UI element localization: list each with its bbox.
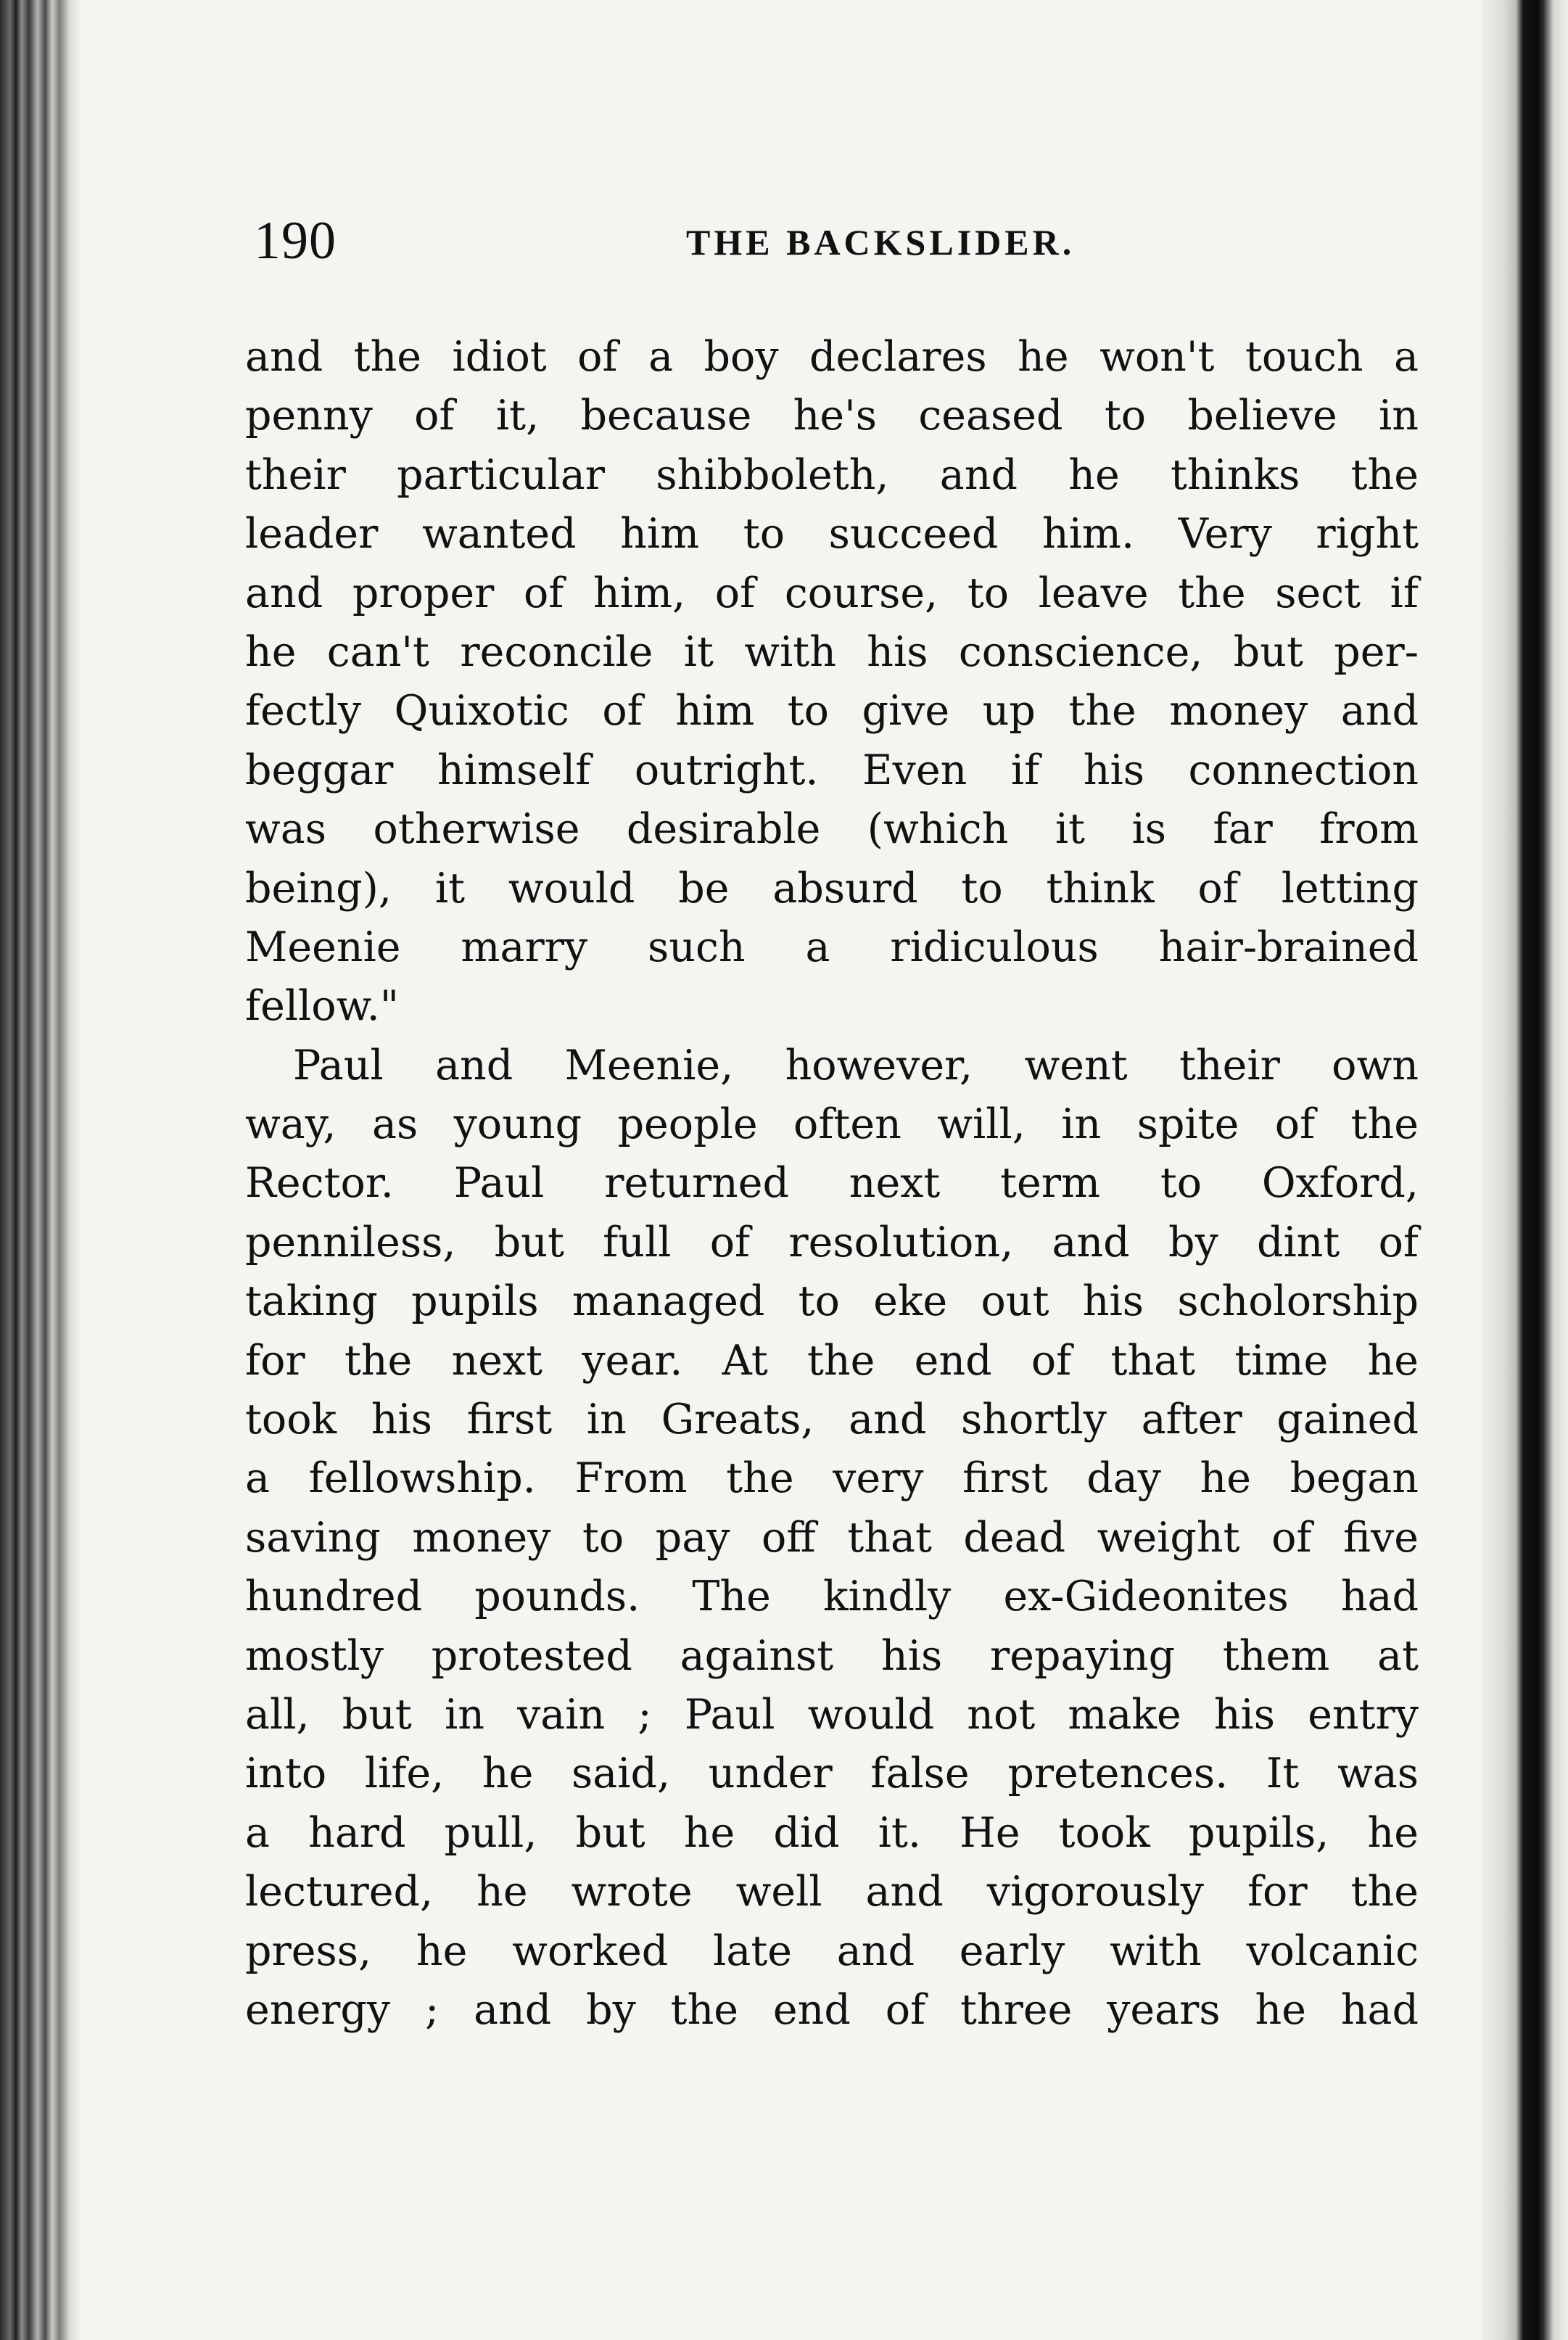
- text-line: their particular shibboleth, and he thinks the: [245, 450, 1419, 499]
- text-line: took his first in Greats, and shortly after gained: [245, 1396, 1419, 1444]
- text-line: he can't reconcile it with his conscience, but per-: [245, 627, 1419, 676]
- text-line: energy ; and by the end of three years he had: [245, 1985, 1419, 2034]
- text-line: a hard pull, but he did it. He took pupils, he: [245, 1808, 1419, 1857]
- text-line: leader wanted him to succeed him. Very right: [245, 510, 1419, 559]
- page-right-edge: [1481, 0, 1568, 2340]
- text-line: lectured, he wrote well and vigorously for the: [245, 1868, 1419, 1916]
- page-content: [80, 0, 1481, 2340]
- paragraph: [245, 1037, 1419, 2040]
- text-line: fectly Quixotic of him to give up the money and: [245, 687, 1419, 736]
- text-line: Rector. Paul returned next term to Oxford,: [245, 1159, 1419, 1208]
- text-line: fellow.": [245, 982, 399, 1031]
- text-line: a fellowship. From the very first day he began: [245, 1454, 1419, 1503]
- text-line: penniless, but full of resolution, and by dint of: [245, 1218, 1419, 1266]
- text-line: for the next year. At the end of that time he: [245, 1336, 1419, 1385]
- paragraph: [245, 328, 1419, 1037]
- text-line: being), it would be absurd to think of letting: [245, 864, 1419, 912]
- text-line: way, as young people often will, in spite of the: [245, 1100, 1419, 1149]
- text-line: saving money to pay off that dead weight of five: [245, 1513, 1419, 1562]
- text-line: and proper of him, of course, to leave the sect if: [245, 569, 1419, 617]
- text-line: beggar himself outright. Even if his connection: [245, 746, 1419, 794]
- book-gutter-edge: [0, 0, 80, 2340]
- text-line: penny of it, because he's ceased to believe in: [245, 392, 1419, 440]
- body-text: [245, 328, 1419, 2040]
- page-number: 190: [254, 211, 337, 271]
- text-line: Paul and Meenie, however, went their own: [293, 1041, 1419, 1089]
- text-line: all, but in vain ; Paul would not make his entry: [245, 1690, 1419, 1739]
- text-line: Meenie marry such a ridiculous hair-brained: [245, 923, 1419, 971]
- text-line: hundred pounds. The kindly ex-Gideonites had: [245, 1573, 1419, 1621]
- text-line: taking pupils managed to eke out his scholorship: [245, 1277, 1419, 1326]
- text-line: and the idiot of a boy declares he won't touch a: [245, 333, 1419, 381]
- text-line: mostly protested against his repaying them at: [245, 1631, 1419, 1680]
- text-line: was otherwise desirable (which it is far from: [245, 805, 1419, 854]
- text-line: into life, he said, under false pretences. It was: [245, 1750, 1419, 1798]
- text-line: press, he worked late and early with volcanic: [245, 1927, 1419, 1975]
- running-head-title: THE BACKSLIDER.: [686, 222, 1076, 263]
- page-header: [254, 212, 1414, 270]
